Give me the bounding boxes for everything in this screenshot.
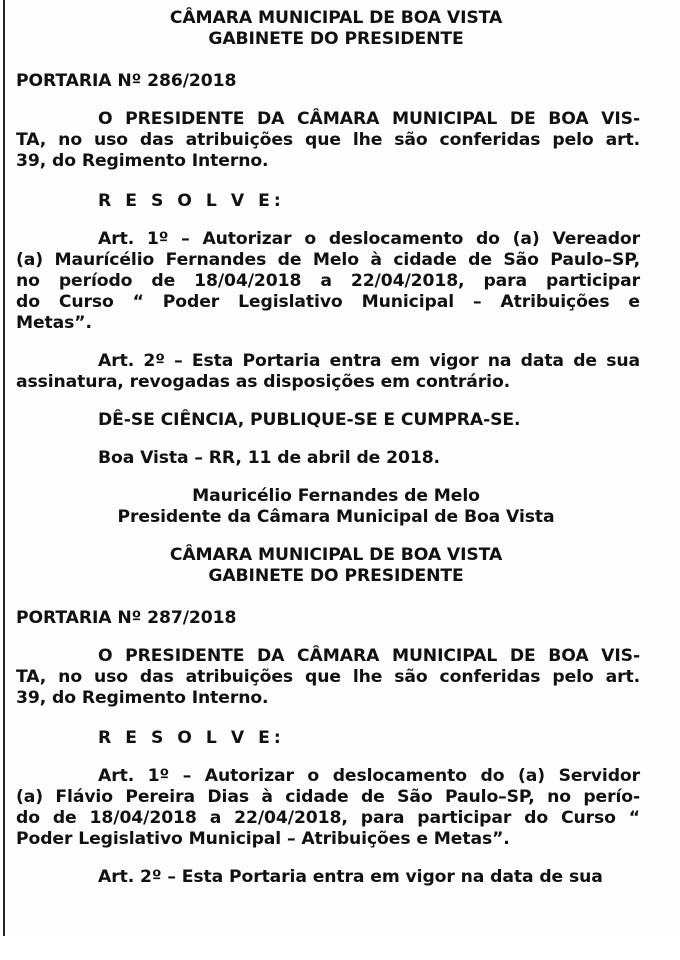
article-2 (16, 351, 640, 393)
article-1-line: Metas”. (16, 313, 92, 333)
portaria-number: PORTARIA Nº 287/2018 (16, 608, 237, 628)
article-1-line: no período de 18/04/2018 a 22/04/2018, para participar (16, 271, 640, 291)
article-1-line: Art. 1º – Autorizar o deslocamento do (a) Vereador (98, 229, 640, 249)
preamble-line: 39, do Regimento Interno. (16, 688, 269, 708)
publish-order: DÊ-SE CIÊNCIA, PUBLIQUE-SE E CUMPRA-SE. (98, 410, 521, 430)
preamble-line: O PRESIDENTE DA CÂMARA MUNICIPAL DE BOA VIS- (98, 109, 640, 129)
preamble-line: O PRESIDENTE DA CÂMARA MUNICIPAL DE BOA VIS- (98, 646, 640, 666)
portaria-header (32, 8, 640, 50)
portaria-number: PORTARIA Nº 286/2018 (16, 71, 237, 91)
place-date: Boa Vista – RR, 11 de abril de 2018. (98, 448, 440, 468)
article-1-line: do de 18/04/2018 a 22/04/2018, para participar do Curso “ (16, 808, 640, 828)
preamble (16, 109, 640, 172)
header-office: GABINETE DO PRESIDENTE (208, 566, 464, 586)
article-1-line: (a) Maurícélio Fernandes de Melo à cidade de São Paulo–SP, (16, 250, 640, 270)
article-2-line: Art. 2º – Esta Portaria entra em vigor na data de sua (98, 867, 603, 887)
preamble-line: 39, do Regimento Interno. (16, 151, 269, 171)
article-1-line: do Curso “ Poder Legislativo Municipal – Atribuições e (16, 292, 640, 312)
article-1-line: (a) Flávio Pereira Dias à cidade de São Paulo–SP, no perío- (16, 787, 640, 807)
signer-name: Mauricélio Fernandes de Melo (192, 486, 480, 506)
article-1-line: Poder Legislativo Municipal – Atribuições e Metas”. (16, 829, 510, 849)
page-bottom-margin (0, 936, 680, 960)
article-2 (16, 867, 640, 888)
resolve-heading: R E S O L V E: (98, 191, 285, 211)
article-1-line: Art. 1º – Autorizar o deslocamento do (a) Servidor (98, 766, 640, 786)
signature-block (32, 486, 640, 528)
portaria-286 (16, 8, 640, 528)
article-2-line: Art. 2º – Esta Portaria entra em vigor na data de sua (98, 351, 640, 371)
article-1 (16, 229, 640, 334)
article-1 (16, 766, 640, 850)
signer-title: Presidente da Câmara Municipal de Boa Vista (117, 507, 555, 527)
header-institution: CÂMARA MUNICIPAL DE BOA VISTA (169, 8, 503, 28)
preamble (16, 646, 640, 709)
left-border-line (3, 0, 5, 940)
document-content (16, 8, 640, 888)
preamble-line: TA, no uso das atribuições que lhe são conferidas pelo art. (16, 667, 640, 687)
header-office: GABINETE DO PRESIDENTE (208, 29, 464, 49)
header-institution: CÂMARA MUNICIPAL DE BOA VISTA (169, 545, 503, 565)
article-2-line: assinatura, revogadas as disposições em contrário. (16, 372, 511, 392)
resolve-heading: R E S O L V E: (98, 728, 285, 748)
preamble-line: TA, no uso das atribuições que lhe são conferidas pelo art. (16, 130, 640, 150)
portaria-287 (16, 545, 640, 888)
portaria-header (32, 545, 640, 587)
